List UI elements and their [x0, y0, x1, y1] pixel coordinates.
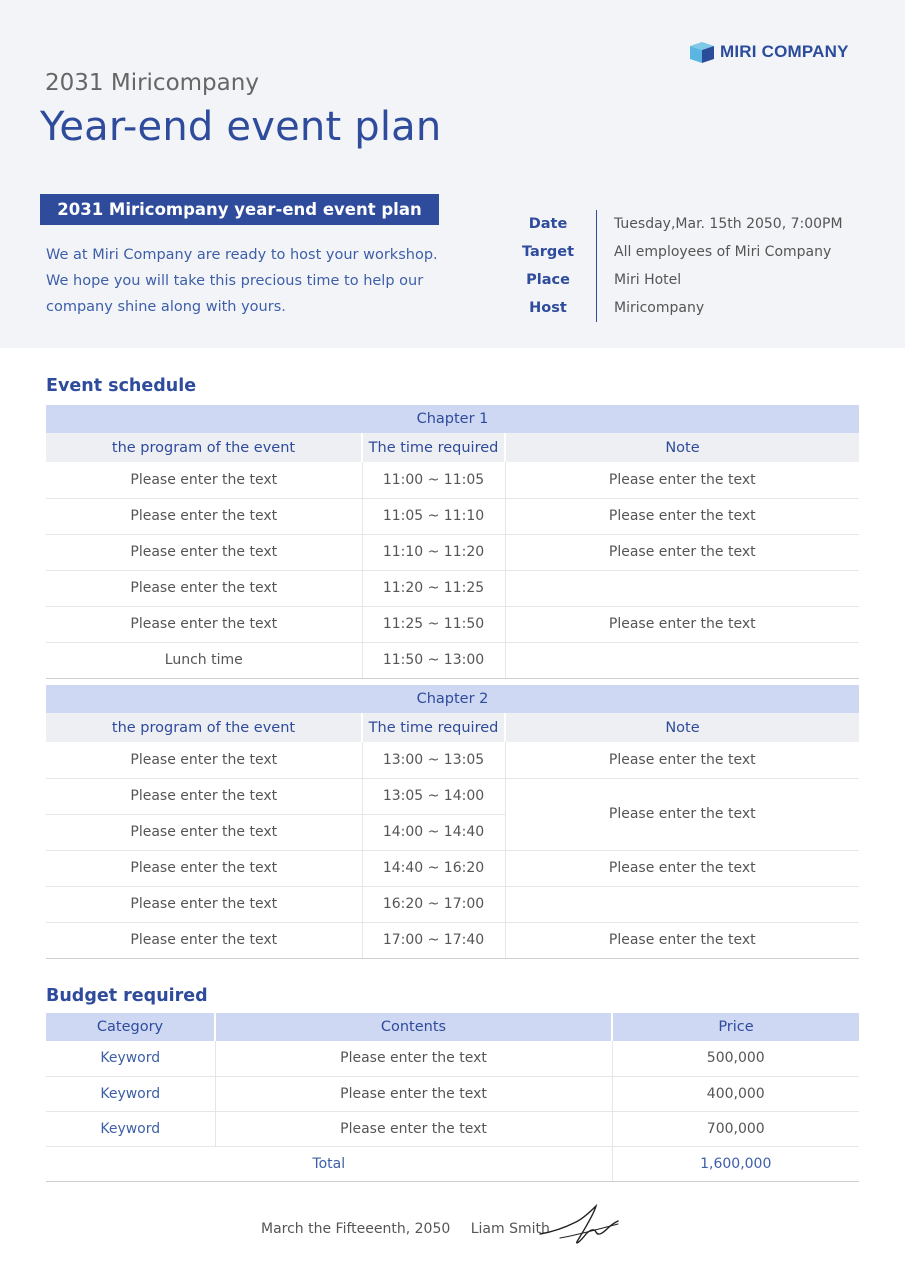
- note-cell-merged: Please enter the text: [505, 778, 859, 850]
- category-cell: Keyword: [46, 1076, 215, 1111]
- column-header-contents: Contents: [215, 1013, 612, 1041]
- note-cell: Please enter the text: [505, 498, 859, 534]
- cube-logo-icon: [688, 40, 716, 64]
- program-cell: Please enter the text: [46, 570, 362, 606]
- program-cell: Please enter the text: [46, 850, 362, 886]
- note-cell: [505, 886, 859, 922]
- table-row: [46, 462, 859, 498]
- chapter-2-heading: Chapter 2: [46, 685, 859, 713]
- column-header-time: The time required: [362, 713, 505, 742]
- time-cell: 11:00 ~ 11:05: [362, 462, 505, 498]
- contents-cell: Please enter the text: [215, 1076, 612, 1111]
- time-cell: 16:20 ~ 17:00: [362, 886, 505, 922]
- time-cell: 17:00 ~ 17:40: [362, 922, 505, 958]
- note-cell: Please enter the text: [505, 922, 859, 958]
- info-label-target: Target: [521, 244, 575, 260]
- table-row: [46, 1041, 859, 1076]
- program-cell: Please enter the text: [46, 778, 362, 814]
- info-divider: [596, 210, 597, 322]
- footer: [261, 1221, 550, 1237]
- time-cell: 14:00 ~ 14:40: [362, 814, 505, 850]
- table-row: [46, 778, 859, 814]
- program-cell: Please enter the text: [46, 922, 362, 958]
- category-cell: Keyword: [46, 1041, 215, 1076]
- table-row: [46, 1076, 859, 1111]
- total-price: 1,600,000: [612, 1146, 859, 1181]
- table-row: [46, 570, 859, 606]
- category-cell: Keyword: [46, 1111, 215, 1146]
- schedule-table-chapter-1: [46, 405, 859, 679]
- footer-date: March the Fifteeenth, 2050: [261, 1221, 451, 1237]
- table-row: [46, 742, 859, 778]
- column-header-category: Category: [46, 1013, 215, 1041]
- company-logo: [688, 40, 849, 64]
- event-schedule-title: Event schedule: [46, 376, 197, 396]
- intro-line: We at Miri Company are ready to host your workshop.: [46, 247, 438, 263]
- intro-line: We hope you will take this precious time to help our: [46, 273, 424, 289]
- info-label-date: Date: [528, 216, 568, 232]
- time-cell: 14:40 ~ 16:20: [362, 850, 505, 886]
- note-cell: Please enter the text: [505, 742, 859, 778]
- note-cell: Please enter the text: [505, 850, 859, 886]
- time-cell: 11:05 ~ 11:10: [362, 498, 505, 534]
- table-row: [46, 498, 859, 534]
- table-row: [46, 886, 859, 922]
- program-cell: Please enter the text: [46, 886, 362, 922]
- price-cell: 700,000: [612, 1111, 859, 1146]
- total-row: [46, 1146, 859, 1181]
- program-cell: Please enter the text: [46, 534, 362, 570]
- column-header-program: the program of the event: [46, 433, 362, 462]
- time-cell: 11:50 ~ 13:00: [362, 642, 505, 678]
- signature-icon: [538, 1204, 620, 1248]
- time-cell: 13:05 ~ 14:00: [362, 778, 505, 814]
- info-label-host: Host: [529, 300, 567, 316]
- chapter-1-heading: Chapter 1: [46, 405, 859, 433]
- intro-line: company shine along with yours.: [46, 299, 286, 315]
- table-row: [46, 642, 859, 678]
- column-header-note: Note: [505, 433, 859, 462]
- contents-cell: Please enter the text: [215, 1041, 612, 1076]
- info-label-place: Place: [526, 272, 570, 288]
- footer-name: Liam Smith: [470, 1221, 550, 1237]
- note-cell: [505, 642, 859, 678]
- info-value-host: Miricompany: [614, 300, 705, 316]
- total-label: Total: [46, 1146, 612, 1181]
- table-row: [46, 1111, 859, 1146]
- program-cell: Please enter the text: [46, 606, 362, 642]
- intro-text: [46, 242, 446, 320]
- time-cell: 11:20 ~ 11:25: [362, 570, 505, 606]
- budget-title: Budget required: [46, 986, 208, 1006]
- table-row: [46, 922, 859, 958]
- plan-banner: 2031 Miricompany year-end event plan: [40, 194, 439, 225]
- note-cell: Please enter the text: [505, 462, 859, 498]
- column-header-program: the program of the event: [46, 713, 362, 742]
- contents-cell: Please enter the text: [215, 1111, 612, 1146]
- time-cell: 13:00 ~ 13:05: [362, 742, 505, 778]
- table-row: [46, 606, 859, 642]
- table-row: [46, 534, 859, 570]
- program-cell: Please enter the text: [46, 742, 362, 778]
- info-value-target: All employees of Miri Company: [614, 244, 832, 260]
- info-value-date: Tuesday,Mar. 15th 2050, 7:00PM: [614, 216, 843, 232]
- time-cell: 11:25 ~ 11:50: [362, 606, 505, 642]
- page-subtitle: 2031 Miricompany: [45, 70, 259, 96]
- price-cell: 400,000: [612, 1076, 859, 1111]
- price-cell: 500,000: [612, 1041, 859, 1076]
- program-cell: Please enter the text: [46, 498, 362, 534]
- logo-text: MIRI COMPANY: [720, 42, 849, 61]
- info-value-place: Miri Hotel: [614, 272, 682, 288]
- column-header-time: The time required: [362, 433, 505, 462]
- column-header-price: Price: [612, 1013, 859, 1041]
- schedule-table-chapter-2: [46, 685, 859, 959]
- table-row: [46, 850, 859, 886]
- column-header-note: Note: [505, 713, 859, 742]
- note-cell: Please enter the text: [505, 534, 859, 570]
- program-cell: Please enter the text: [46, 462, 362, 498]
- time-cell: 11:10 ~ 11:20: [362, 534, 505, 570]
- note-cell: Please enter the text: [505, 606, 859, 642]
- note-cell: [505, 570, 859, 606]
- page-title: Year-end event plan: [40, 104, 442, 150]
- program-cell: Please enter the text: [46, 814, 362, 850]
- budget-table: [46, 1013, 859, 1182]
- program-cell: Lunch time: [46, 642, 362, 678]
